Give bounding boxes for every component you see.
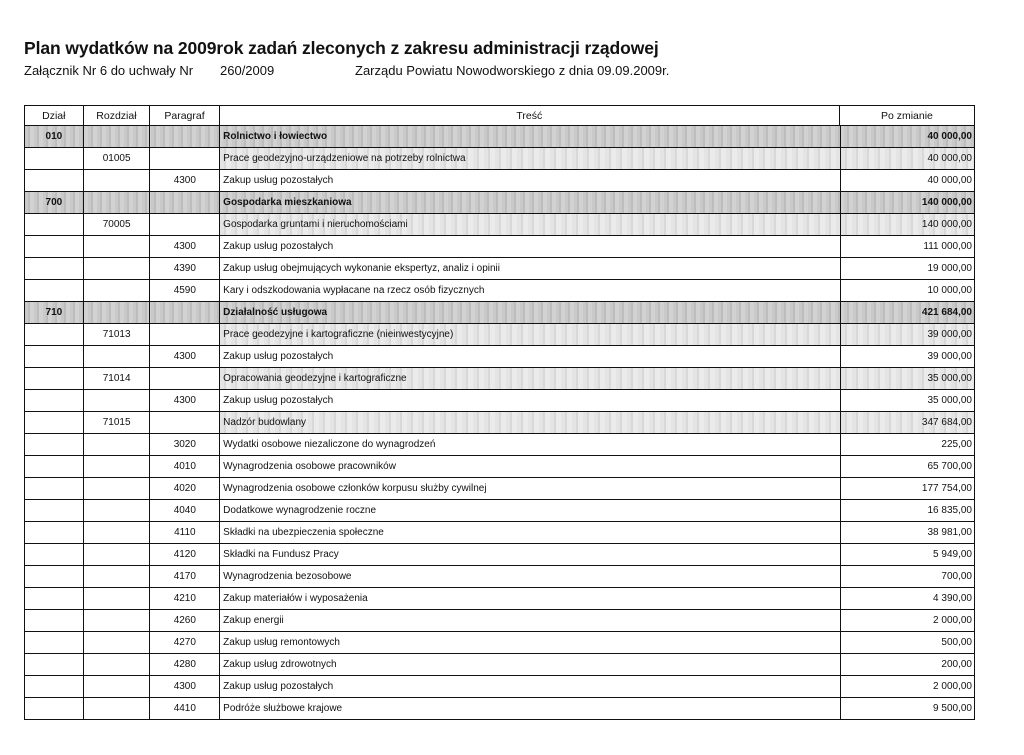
cell-dzial: 010 xyxy=(45,131,63,142)
cell-tresc: Prace geodezyjne i kartograficzne (nieinwestycyjne) xyxy=(219,324,839,345)
cell-dzial xyxy=(25,170,83,191)
table-row xyxy=(24,676,975,698)
cell-paragraf: 4300 xyxy=(149,676,219,697)
cell-rozdzial xyxy=(83,434,150,455)
cell-tresc: Zakup usług zdrowotnych xyxy=(219,654,839,675)
cell-dzial xyxy=(25,280,83,301)
cell-dzial xyxy=(25,610,83,631)
cell-rozdzial xyxy=(83,654,150,675)
cell-tresc: Rolnictwo i łowiectwo xyxy=(219,126,839,147)
cell-paragraf: 4300 xyxy=(149,346,219,367)
cell-tresc: Zakup usług obejmujących wykonanie ekspertyz, analiz i opinii xyxy=(219,258,839,279)
cell-tresc: Zakup usług pozostałych xyxy=(219,676,839,697)
table-row xyxy=(24,654,975,676)
cell-kwota: 2 000,00 xyxy=(840,676,974,697)
cell-kwota: 421 684,00 xyxy=(840,302,974,323)
cell-kwota: 177 754,00 xyxy=(840,478,974,499)
cell-dzial xyxy=(25,390,83,411)
cell-paragraf: 4300 xyxy=(149,390,219,411)
cell-kwota: 40 000,00 xyxy=(840,170,974,191)
col-header-rozdzial: Rozdział xyxy=(83,106,150,125)
cell-kwota: 10 000,00 xyxy=(840,280,974,301)
cell-dzial xyxy=(25,566,83,587)
cell-kwota: 40 000,00 xyxy=(840,126,974,147)
cell-paragraf xyxy=(149,302,219,323)
board-date: Zarządu Powiatu Nowodworskiego z dnia 09.09.2009r. xyxy=(355,63,670,78)
cell-rozdzial xyxy=(83,500,150,521)
cell-kwota: 200,00 xyxy=(840,654,974,675)
cell-paragraf xyxy=(149,214,219,235)
cell-dzial xyxy=(25,456,83,477)
cell-kwota: 40 000,00 xyxy=(840,148,974,169)
cell-rozdzial xyxy=(83,280,150,301)
cell-tresc: Zakup materiałów i wyposażenia xyxy=(219,588,839,609)
cell-paragraf: 4110 xyxy=(149,522,219,543)
cell-kwota: 140 000,00 xyxy=(840,214,974,235)
table-body xyxy=(24,126,975,720)
cell-rozdzial xyxy=(83,170,150,191)
cell-tresc: Wydatki osobowe niezaliczone do wynagrodzeń xyxy=(219,434,839,455)
cell-paragraf: 4040 xyxy=(149,500,219,521)
cell-rozdzial: 70005 xyxy=(83,214,150,235)
cell-tresc: Wynagrodzenia osobowe pracowników xyxy=(219,456,839,477)
cell-paragraf: 4270 xyxy=(149,632,219,653)
cell-paragraf: 4300 xyxy=(149,236,219,257)
cell-kwota: 39 000,00 xyxy=(840,324,974,345)
cell-kwota: 500,00 xyxy=(840,632,974,653)
cell-kwota: 700,00 xyxy=(840,566,974,587)
cell-rozdzial: 01005 xyxy=(83,148,150,169)
cell-rozdzial xyxy=(83,390,150,411)
table-row xyxy=(24,544,975,566)
cell-paragraf: 4010 xyxy=(149,456,219,477)
cell-tresc: Działalność usługowa xyxy=(219,302,839,323)
cell-dzial xyxy=(25,324,83,345)
cell-rozdzial xyxy=(83,258,150,279)
cell-tresc: Składki na Fundusz Pracy xyxy=(219,544,839,565)
cell-dzial xyxy=(25,676,83,697)
cell-rozdzial xyxy=(83,302,150,323)
cell-dzial xyxy=(25,236,83,257)
cell-tresc: Prace geodezyjno-urządzeniowe na potrzeby rolnictwa xyxy=(219,148,839,169)
cell-tresc: Gospodarka mieszkaniowa xyxy=(219,192,839,213)
cell-tresc: Składki na ubezpieczenia społeczne xyxy=(219,522,839,543)
table-row xyxy=(24,632,975,654)
cell-dzial xyxy=(25,368,83,389)
cell-kwota: 39 000,00 xyxy=(840,346,974,367)
cell-paragraf: 4590 xyxy=(149,280,219,301)
table-row xyxy=(24,588,975,610)
cell-paragraf: 4390 xyxy=(149,258,219,279)
cell-tresc: Gospodarka gruntami i nieruchomościami xyxy=(219,214,839,235)
table-row xyxy=(24,346,975,368)
table-row xyxy=(24,456,975,478)
cell-kwota: 35 000,00 xyxy=(840,390,974,411)
cell-kwota: 111 000,00 xyxy=(840,236,974,257)
table-row xyxy=(24,566,975,588)
table-row xyxy=(24,500,975,522)
cell-rozdzial: 71013 xyxy=(83,324,150,345)
cell-paragraf xyxy=(149,126,219,147)
cell-dzial xyxy=(25,258,83,279)
cell-kwota: 38 981,00 xyxy=(840,522,974,543)
cell-tresc: Podróże służbowe krajowe xyxy=(219,698,839,719)
table-row xyxy=(24,698,975,720)
table-row xyxy=(24,368,975,390)
cell-kwota: 2 000,00 xyxy=(840,610,974,631)
cell-rozdzial xyxy=(83,610,150,631)
cell-paragraf xyxy=(149,324,219,345)
cell-rozdzial: 71014 xyxy=(83,368,150,389)
resolution-number: 260/2009 xyxy=(220,63,275,78)
cell-dzial xyxy=(25,500,83,521)
cell-dzial xyxy=(25,214,83,235)
cell-kwota: 4 390,00 xyxy=(840,588,974,609)
table-row xyxy=(24,192,975,214)
cell-tresc: Dodatkowe wynagrodzenie roczne xyxy=(219,500,839,521)
cell-paragraf xyxy=(149,412,219,433)
table-row xyxy=(24,434,975,456)
cell-rozdzial xyxy=(83,544,150,565)
table-row xyxy=(24,522,975,544)
cell-kwota: 225,00 xyxy=(840,434,974,455)
cell-tresc: Nadzór budowlany xyxy=(219,412,839,433)
cell-paragraf: 3020 xyxy=(149,434,219,455)
cell-tresc: Wynagrodzenia osobowe członków korpusu służby cywilnej xyxy=(219,478,839,499)
table-row xyxy=(24,170,975,192)
table-row xyxy=(24,236,975,258)
cell-dzial: 710 xyxy=(45,307,63,318)
cell-dzial xyxy=(25,654,83,675)
cell-dzial xyxy=(25,632,83,653)
cell-rozdzial xyxy=(83,522,150,543)
budget-table xyxy=(24,105,975,720)
cell-paragraf xyxy=(149,192,219,213)
table-row xyxy=(24,412,975,434)
cell-dzial: 700 xyxy=(45,197,63,208)
cell-kwota: 9 500,00 xyxy=(840,698,974,719)
cell-dzial xyxy=(25,412,83,433)
table-row xyxy=(24,280,975,302)
cell-paragraf: 4260 xyxy=(149,610,219,631)
cell-paragraf: 4020 xyxy=(149,478,219,499)
cell-kwota: 140 000,00 xyxy=(840,192,974,213)
table-row xyxy=(24,478,975,500)
cell-paragraf: 4300 xyxy=(149,170,219,191)
cell-tresc: Zakup usług pozostałych xyxy=(219,390,839,411)
table-row xyxy=(24,302,975,324)
table-row xyxy=(24,258,975,280)
table-row xyxy=(24,324,975,346)
table-row xyxy=(24,126,975,148)
cell-paragraf: 4210 xyxy=(149,588,219,609)
cell-rozdzial xyxy=(83,698,150,719)
cell-paragraf: 4170 xyxy=(149,566,219,587)
cell-tresc: Zakup usług pozostałych xyxy=(219,346,839,367)
cell-rozdzial xyxy=(83,456,150,477)
cell-rozdzial xyxy=(83,632,150,653)
cell-dzial xyxy=(25,588,83,609)
page-title: Plan wydatków na 2009rok zadań zleconych z zakresu administracji rządowej xyxy=(24,38,659,58)
cell-rozdzial: 71015 xyxy=(83,412,150,433)
cell-kwota: 5 949,00 xyxy=(840,544,974,565)
column-line xyxy=(24,689,25,695)
cell-kwota: 19 000,00 xyxy=(840,258,974,279)
cell-paragraf: 4120 xyxy=(149,544,219,565)
cell-rozdzial xyxy=(83,478,150,499)
cell-rozdzial xyxy=(83,236,150,257)
cell-tresc: Zakup usług pozostałych xyxy=(219,170,839,191)
cell-kwota: 16 835,00 xyxy=(840,500,974,521)
cell-dzial xyxy=(25,346,83,367)
cell-tresc: Wynagrodzenia bezosobowe xyxy=(219,566,839,587)
cell-dzial xyxy=(25,522,83,543)
cell-rozdzial xyxy=(83,588,150,609)
table-row xyxy=(24,214,975,236)
table-header xyxy=(24,105,975,126)
cell-tresc: Zakup usług remontowych xyxy=(219,632,839,653)
cell-rozdzial xyxy=(83,566,150,587)
cell-rozdzial xyxy=(83,346,150,367)
table-row xyxy=(24,390,975,412)
cell-dzial xyxy=(25,698,83,719)
cell-paragraf xyxy=(149,148,219,169)
cell-rozdzial xyxy=(83,676,150,697)
cell-dzial xyxy=(25,434,83,455)
cell-tresc: Kary i odszkodowania wypłacane na rzecz osób fizycznych xyxy=(219,280,839,301)
cell-tresc: Zakup usług pozostałych xyxy=(219,236,839,257)
cell-dzial xyxy=(25,544,83,565)
col-header-dzial: Dział xyxy=(42,109,66,122)
cell-paragraf: 4410 xyxy=(149,698,219,719)
cell-kwota: 65 700,00 xyxy=(840,456,974,477)
table-row xyxy=(24,148,975,170)
cell-rozdzial xyxy=(83,192,150,213)
col-header-po-zmianie: Po zmianie xyxy=(839,106,974,125)
cell-paragraf: 4280 xyxy=(149,654,219,675)
cell-kwota: 35 000,00 xyxy=(840,368,974,389)
table-row xyxy=(24,610,975,632)
cell-tresc: Zakup energii xyxy=(219,610,839,631)
attachment-label: Załącznik Nr 6 do uchwały Nr xyxy=(24,63,194,78)
cell-rozdzial xyxy=(83,126,150,147)
cell-dzial xyxy=(25,478,83,499)
cell-paragraf xyxy=(149,368,219,389)
col-header-paragraf: Paragraf xyxy=(149,106,219,125)
col-header-tresc: Treść xyxy=(219,106,839,125)
cell-dzial xyxy=(25,148,83,169)
cell-tresc: Opracowania geodezyjne i kartograficzne xyxy=(219,368,839,389)
cell-kwota: 347 684,00 xyxy=(840,412,974,433)
